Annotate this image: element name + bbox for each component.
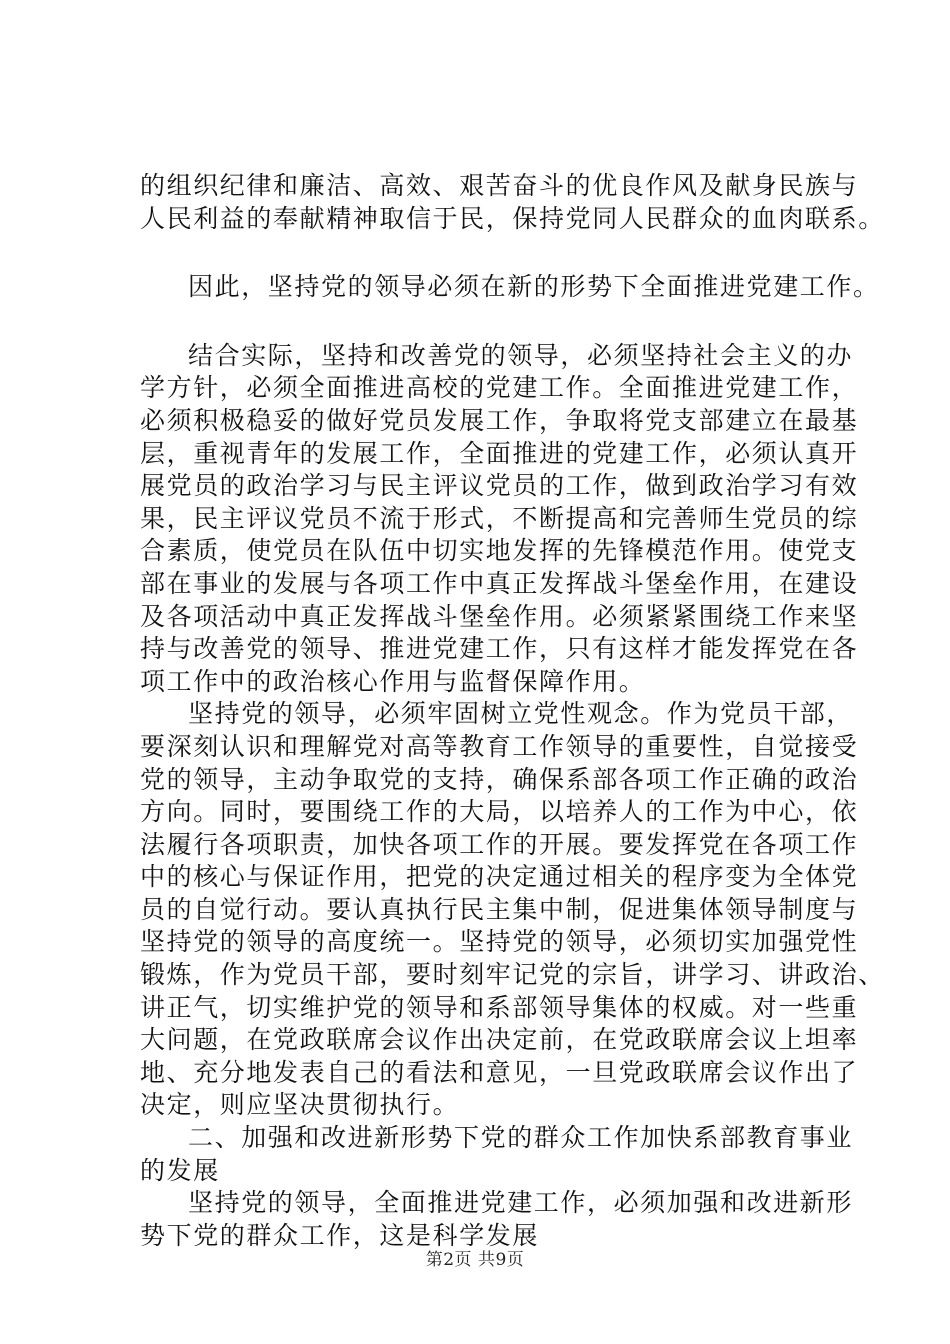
text-line: 及各项活动中真正发挥战斗堡垒作用。必须紧紧围绕工作来坚	[140, 601, 859, 631]
text-line: 势下党的群众工作，这是科学发展	[140, 1220, 540, 1250]
text-line: 部在事业的发展与各项工作中真正发挥战斗堡垒作用，在建设	[140, 568, 859, 598]
section-heading: 的发展	[140, 1155, 220, 1185]
text-line: 地、充分地发表自己的看法和意见，一旦党政联席会议作出了	[140, 1057, 859, 1087]
text-line: 要深刻认识和理解党对高等教育工作领导的重要性，自觉接受	[140, 731, 859, 761]
section-heading: 二、加强和改进新形势下党的群众工作加快系部教育事业	[188, 1123, 854, 1153]
text-line: 因此，坚持党的领导必须在新的形势下全面推进党建工作。	[188, 272, 880, 302]
text-line: 人民利益的奉献精神取信于民，保持党同人民群众的血肉联系。	[140, 203, 885, 233]
text-line: 学方针，必须全面推进高校的党建工作。全面推进党建工作，	[140, 373, 859, 403]
text-line: 展党员的政治学习与民主评议党员的工作，做到政治学习有效	[140, 471, 859, 501]
text-line: 结合实际，坚持和改善党的领导，必须坚持社会主义的办	[188, 340, 854, 370]
text-line: 果，民主评议党员不流于形式，不断提高和完善师生党员的综	[140, 503, 859, 533]
text-line: 决定，则应坚决贯彻执行。	[140, 1090, 460, 1120]
text-line: 层，重视青年的发展工作，全面推进的党建工作，必须认真开	[140, 438, 859, 468]
text-line: 方向。同时，要围绕工作的大局，以培养人的工作为中心，依	[140, 797, 859, 827]
text-line: 合素质，使党员在队伍中切实地发挥的先锋模范作用。使党支	[140, 536, 859, 566]
text-line: 的组织纪律和廉洁、高效、艰苦奋斗的优良作风及献身民族与	[140, 171, 859, 200]
text-line: 坚持党的领导的高度统一。坚持党的领导，必须切实加强党性	[140, 927, 859, 957]
text-line: 员的自觉行动。要认真执行民主集中制，促进集体领导制度与	[140, 894, 859, 924]
text-line: 讲正气，切实维护党的领导和系部领导集体的权威。对一些重	[140, 992, 859, 1022]
text-line: 锻炼，作为党员干部，要时刻牢记党的宗旨，讲学习、讲政治、	[140, 960, 885, 990]
body-text	[140, 170, 885, 1252]
page-number-footer: 第2页 共9页	[425, 1250, 525, 1270]
text-line: 中的核心与保证作用，把党的决定通过相关的程序变为全体党	[140, 862, 859, 892]
text-line: 党的领导，主动争取党的支持，确保系部各项工作正确的政治	[140, 764, 859, 794]
text-line: 大问题，在党政联席会议作出决定前，在党政联席会议上坦率	[140, 1025, 859, 1055]
text-line: 坚持党的领导，必须牢固树立党性观念。作为党员干部，	[188, 699, 854, 729]
text-line: 必须积极稳妥的做好党员发展工作，争取将党支部建立在最基	[140, 405, 859, 435]
text-line: 持与改善党的领导、推进党建工作，只有这样才能发挥党在各	[140, 634, 859, 664]
text-line: 项工作中的政治核心作用与监督保障作用。	[140, 666, 646, 696]
text-line: 坚持党的领导，全面推进党建工作，必须加强和改进新形	[188, 1188, 854, 1218]
text-line: 法履行各项职责，加快各项工作的开展。要发挥党在各项工作	[140, 829, 859, 859]
